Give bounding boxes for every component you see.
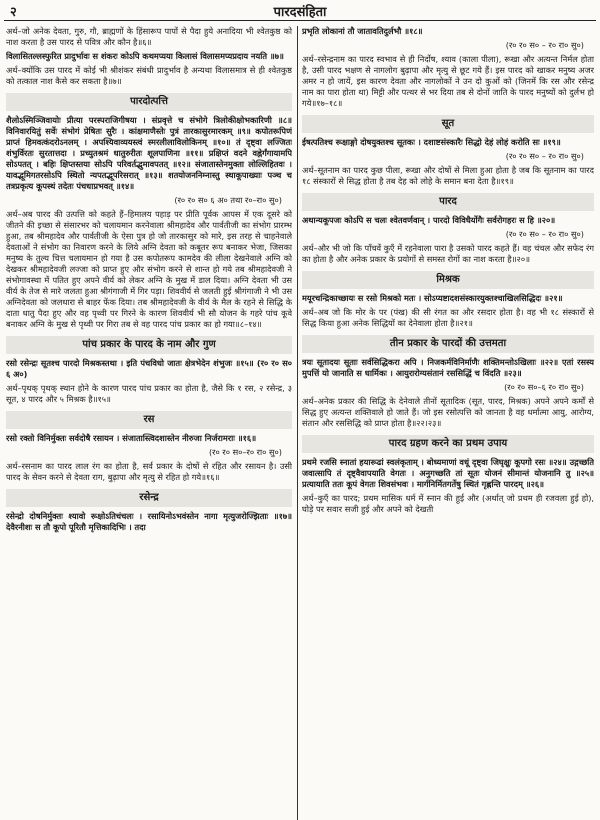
reference-citation: (र० र० स०–र० रा० सु०) bbox=[208, 447, 282, 457]
meaning-text: अर्थ–और भी जो कि पाँचवें कुएँ में रहनेवाला पारा है उसको पारद कहते हैं। वह चंचल और सफेद रंग का होता है और अनेक प्रकार के प्रयोगों से समस्त रोगों का नाश करता है॥२०॥ bbox=[302, 243, 594, 264]
shloka-text: प्रथमे रजसि स्नातां हयारूढां स्वलंकृताम् । बोध्यमाणां वधूं दृष्ट्वा जिघृक्षुः कूपगो रसः ॥२४॥ उद्गच्छति जवात्सापि तं दृष्ट्वैवापयाति वेगतः । अनुगच्छति तां सूतः योजनं सीमान्तं योजनानि तु ॥२५॥ प्रत्यायाति ततः कूपं वेगतः शिवसंभवः । मार्गनिर्मितगर्तेषु स्थितं गृह्णन्ति पारदम् ॥२६॥ bbox=[302, 457, 594, 489]
shloka-text: ईषत्पतिश्च रूक्षाङ्गो दोषयुक्तश्च सूतकः । दशाष्टसंस्कारैः सिद्धो देहं लोहं करोति सः ॥१९॥ bbox=[302, 137, 561, 147]
right-column bbox=[302, 26, 594, 820]
meaning-text: अर्थ–अब पारद की उत्पत्ति को कहते हैं–हिमालय पहाड़ पर प्रीति पूर्वक आपस में एक दूसरे को जीतने की इच्छा से संसारभर को चलायमान करनेवाला श्रीमहादेव और पार्वतीजी का संभोग प्रारम्भ हुआ, तब श्रीमहादेव और पार्वतीजी के ऐसा पुत्र हो जो तारकासुर को मारे, इस तरह से चाहनेवाले देवताओं ने संभोग का निवारण करने के लिये अग्नि देवता को कबूतर रूप बनाकर भेजा, जिसका मनुष्य के तुल्य चित्त चलायमान हो गया है उस कपोतरूप कामदेव की लीला देखनेवाले अग्नि को देखकर श्रीमहादेवजी लज्जा को प्राप्त हुए और संभोग करने से शान्त हो गये तब श्रीमहादेवजी ने संभोगावस्था में पतित हुए अपने वीर्य को लेकर अग्नि के मुख में डाल दिया। अग्नि देवता भी उस वीर्य के तेज से मारे जलता हुआ श्रीगंगाजी में गिर पड़ा। शिववीर्य से जलती हुई श्रीगंगाजी ने भी उस अग्निदेवता को जलधारा से बाहर फेंक दिया। तब श्रीमहादेवजी के वीर्य के मैल के रहने से सिद्धि के दाता धातु पैदा हुए और वह पृथ्वी पर गिरने के कारण शिववीर्य भी सौ योजन के गहरे पांच कूवे बनाकर अग्नि के मुख से पृथ्वी पर गिरा तब से वह पारद पांच प्रकार का हो गया॥८–१४॥ bbox=[6, 209, 292, 329]
meaning-text: अर्थ–पृथक् पृथक् स्थान होने के कारण पारद पांच प्रकार का होता है, जैसे कि १ रस, २ रसेन्द्र, ३ सूत, ४ पारद और ५ मिश्रक है॥१५॥ bbox=[6, 383, 292, 404]
column-divider bbox=[297, 26, 298, 820]
left-column bbox=[6, 26, 292, 820]
section-heading: पारद ग्रहण करने का प्रथम उपाय bbox=[302, 435, 594, 453]
shloka-text: प्रभृति लोकानां तौ जातावतिदुर्लभौ ॥१८॥ bbox=[302, 26, 423, 36]
shloka-text: मयूरचन्द्रिकाच्छायः स रसो मिश्रको मतः । सोऽप्यष्टादशसंस्कारयुक्तश्चाखिलसिद्धिदः ॥२१॥ bbox=[302, 293, 563, 303]
reference-citation: (र० र० स० – र० रा० सु०) bbox=[505, 229, 584, 239]
meaning-text: अर्थ–जो अनेक देवता, गुरु, गौ, ब्राह्मणों के हिंसारूप पापों से पैदा हुये अनादिया भी श्वेतकुष्ठ को नाश करता है उस पारद से पवित्र और कौन है॥६॥ bbox=[6, 26, 292, 47]
section-heading: पारदोत्पत्ति bbox=[6, 93, 292, 111]
section-heading: तीन प्रकार के पारदों की उत्तमता bbox=[302, 335, 594, 353]
meaning-text: अर्थ–रसेन्द्रनाम का पारद स्वभाव से ही निर्दोष, श्याव (काला पीला), रूखा और अत्यन्त निर्मल होता है, उसी पारद भक्षण से नागलोग बुढ़ापा और मृत्यु से छूट गये हैं। इस पारद को खाकर मनुष्य अजर अमर न हो जायें, इस कारण देवता और नागलोकों ने उन दो कुओं को (जिनमें कि रस और रसेन्द्र नाम का पारा होता था) मिट्टी और पत्थर से भर दिया तब से दोनों जाति के पारद मनुष्यों को दुर्लभ हो गये॥१७–१८॥ bbox=[302, 54, 594, 108]
section-heading: रस bbox=[6, 411, 292, 429]
shloka-text: अथान्यकूपजः कोऽपि स चलः श्वेतवर्णवान् । पारदो विविधैर्योगैः सर्वरोगहरः स हि ॥२०॥ bbox=[302, 215, 556, 225]
reference-citation: (र० र० स० ६ अ० तथा र०–रा० सु०) bbox=[174, 195, 282, 205]
page-header bbox=[4, 2, 596, 21]
section-heading: रसेन्द्र bbox=[6, 489, 292, 507]
shloka-text: रसेन्द्रो दोषनिर्मुक्तः श्यावो रूक्षोऽतिचंचलः । रसायिनोऽभवंस्तेन नागा मृत्युजरोज्झिताः ॥१७॥ देवैरनीशः स तौ कूपो पूरितौ मृत्तिकादिभिः । तदा bbox=[6, 511, 292, 532]
shloka-text: विलासितल्लस्फुरित प्रादुर्भावः स शंकरः कोऽपि कथमप्यया किलासं विलासमप्यप्रदाय नयति ॥७॥ bbox=[6, 51, 284, 61]
shloka-text: त्रयः सूतादयः सूताः सर्वसिद्धिकरा अपि । निजकर्मविनिर्माणैः शक्तिमन्तोऽखिलाः ॥२२॥ एतां रसस्य मुपत्तिं यो जानाति स धार्मिकः । आयुरारोग्यसंतानं रससिद्धिं च विंदति ॥२३॥ bbox=[302, 357, 594, 378]
section-heading: पारद bbox=[302, 193, 594, 211]
meaning-text: अर्थ–सूतनाम का पारद कुछ पीला, रूखा और दोषों से मिला हुआ होता है जब कि सूतनाम का पारद १८ संस्कारों से सिद्ध होता है तब देह को लोहे के समान बना देता है॥१९॥ bbox=[302, 165, 594, 186]
reference-citation: (र० र० स० – र० रा० सु०) bbox=[505, 151, 584, 161]
page-number: २ bbox=[10, 5, 17, 20]
shloka-text: रसो रक्तो विनिर्मुक्तः सर्वदोषै रसायन । संजातास्त्विदशास्तेन नीरुजा निर्जरामराः ॥१६॥ bbox=[6, 433, 257, 443]
meaning-text: अर्थ–कुएँ का पारद; प्रथम मासिक धर्म में स्नान की हुई और (अर्थात् जो प्रथम ही रजवला हुई हो), घोड़े पर सवार सजी हुई और अपने को देखती bbox=[302, 493, 594, 514]
meaning-text: अर्थ–क्योंकि उस पारद में कोई भी श्रीशंकर संबंधी प्रादुर्भाव है अन्यथा विलासमात्र से ही श्वेतकुष्ठ को तत्काल नाश कैसे कर सकता है॥७॥ bbox=[6, 65, 292, 86]
reference-citation: (र० र० स०–६ र० रा० सु०) bbox=[504, 382, 584, 392]
meaning-text: अर्थ–रसनाम का पारद लाल रंग का होता है, सर्व प्रकार के दोषों से रहित और रसायन है। उसी पारद के सेवन करने से देवता राग, बुढ़ापा और मृत्यु से रहित हो गये॥१६॥ bbox=[6, 461, 292, 482]
meaning-text: अर्थ–अब जो कि मोर के पर (पंख) की सी रंगत का और रसदार होता है। वह भी १८ संस्कारों से सिद्ध किया हुआ अनेक सिद्धियों का देनेवाला होता है॥२१॥ bbox=[302, 307, 594, 328]
running-title: पारदसंहिता bbox=[273, 5, 327, 20]
section-heading: मिश्रक bbox=[302, 271, 594, 289]
shloka-text: रसो रसेन्द्रः सूतश्च पारदो मिश्रकस्तथा । इति पंचविधो जातः क्षेत्रभेदेन शंभुजः ॥१५॥ (र० र० स० ६ अ०) bbox=[6, 358, 292, 379]
section-heading: पांच प्रकार के पारद के नाम और गुण bbox=[6, 336, 292, 354]
shloka-text: शैलोऽस्मिञ्जिवायोः प्रीत्या परस्पराजिगीषया । संप्रवृत्ते च संभोगे त्रिलोकीक्षोभकारिणी ॥८॥ विनिवारयितुं सर्वेः संभोगं प्रेषितः सुरैः । कांक्षमाणैस्तेः पुत्रं तारकासुरमारकम् ॥९॥ कपोतरूपिणं प्राप्तं हिमवत्कंदरोऽनलम् । अपश्यिवाव्ययस्त्वं स्मरलीलाविलोकिनम् ॥१०॥ तं दृष्ट्वा लज्जितः शंभुर्विरतः सुरतात्तदा । प्रच्युतश्रमं धातुरुरीतः शूलपाणिना ॥११॥ प्रक्षिप्तं वदने वह्नेर्गंगायामपि सोऽपतत् । बहिः क्षिप्तस्तया सोऽपि परिवर्तद्भुमावपतत् ॥१२॥ संजातास्तेनमुक्ता लोल्लिहितवः । यावद्भूमिगतरसोऽपि स्थितो न्यपतद्भूपरिसरात् ॥१३॥ शतयोजननिम्नास्तु स्थाकूपाख्याः पञ्च च तत्रप्रकृत्य कूपस्थं तदेतः पंचधाप्रभवत् ॥१४॥ bbox=[6, 115, 292, 191]
meaning-text: अर्थ–अनेक प्रकार की सिद्धि के देनेवाले तीनों सूतादिक (सूत, पारद, मिश्रक) अपने अपने कर्मों से सिद्ध हुए अत्यन्त शक्तिवाले हो जाते हैं। जो इस रसोत्पत्ति को जानता है वह धर्मात्मा आयु, आरोग्य, संतान और रससिद्धि को प्राप्त होता है॥२२।२३॥ bbox=[302, 396, 594, 428]
section-heading: सूत bbox=[302, 115, 594, 133]
reference-citation: (र० र० स० – र० रा० सु०) bbox=[505, 40, 584, 50]
